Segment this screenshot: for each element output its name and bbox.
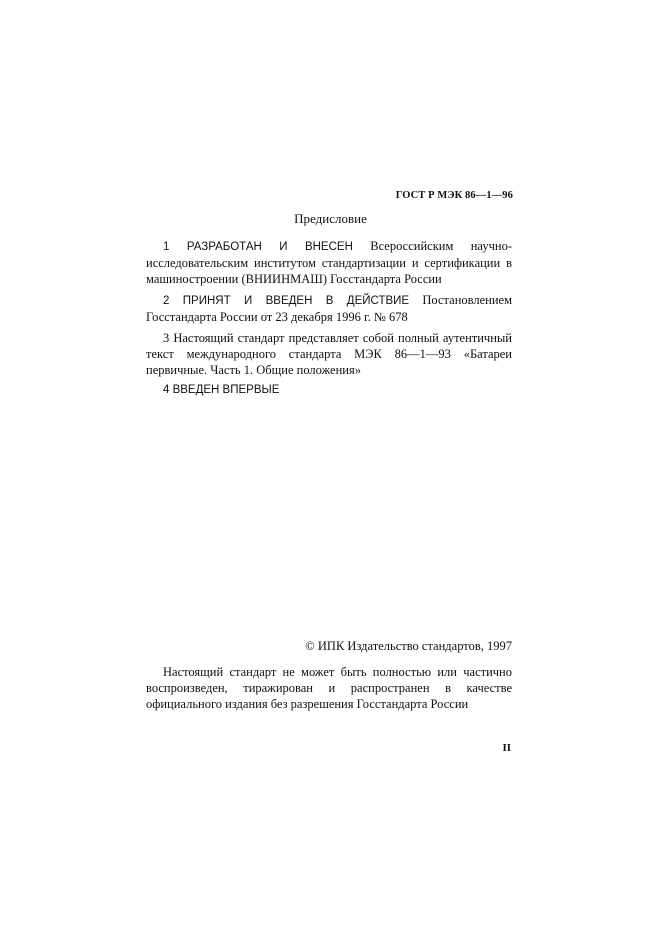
preface-item-3-text: 3 Настоящий стандарт представляет собой полный аутентичный текст международного стандарта МЭК 86—1—93 «Батареи первичные. Часть 1. Общие положения»: [146, 331, 512, 377]
preface-item-2-text: Постановлением Госстандарта России от 23 декабря 1996 г. № 678: [146, 293, 512, 324]
preface-item-1: [146, 238, 512, 287]
preface-item-1-text: Всероссийским научно-исследовательским институтом стандартизации и сертификации в машиностроении (ВНИИНМАШ) Госстандарта России: [146, 239, 512, 286]
preface-title: Предисловие: [294, 211, 367, 226]
preface-item-4: [163, 384, 279, 396]
document-number: ГОСТ Р МЭК 86—1—96: [395, 190, 513, 201]
reproduction-notice: Настоящий стандарт не может быть полностью или частично воспроизведен, тиражирован и распространен в качестве официального издания без разрешения Госстандарта России: [146, 665, 512, 711]
copyright-line: © ИПК Издательство стандартов, 1997: [305, 639, 512, 653]
preface-item-2-lead: 2 ПРИНЯТ И ВВЕДЕН В ДЕЙСТВИЕ: [163, 295, 410, 307]
preface-item-3: [146, 330, 512, 378]
preface-item-2: [146, 292, 512, 325]
preface-item-4-lead: 4 ВВЕДЕН ВПЕРВЫЕ: [163, 384, 280, 396]
preface-item-1-lead: 1 РАЗРАБОТАН И ВНЕСЕН: [163, 241, 353, 253]
page-number: II: [502, 742, 511, 754]
